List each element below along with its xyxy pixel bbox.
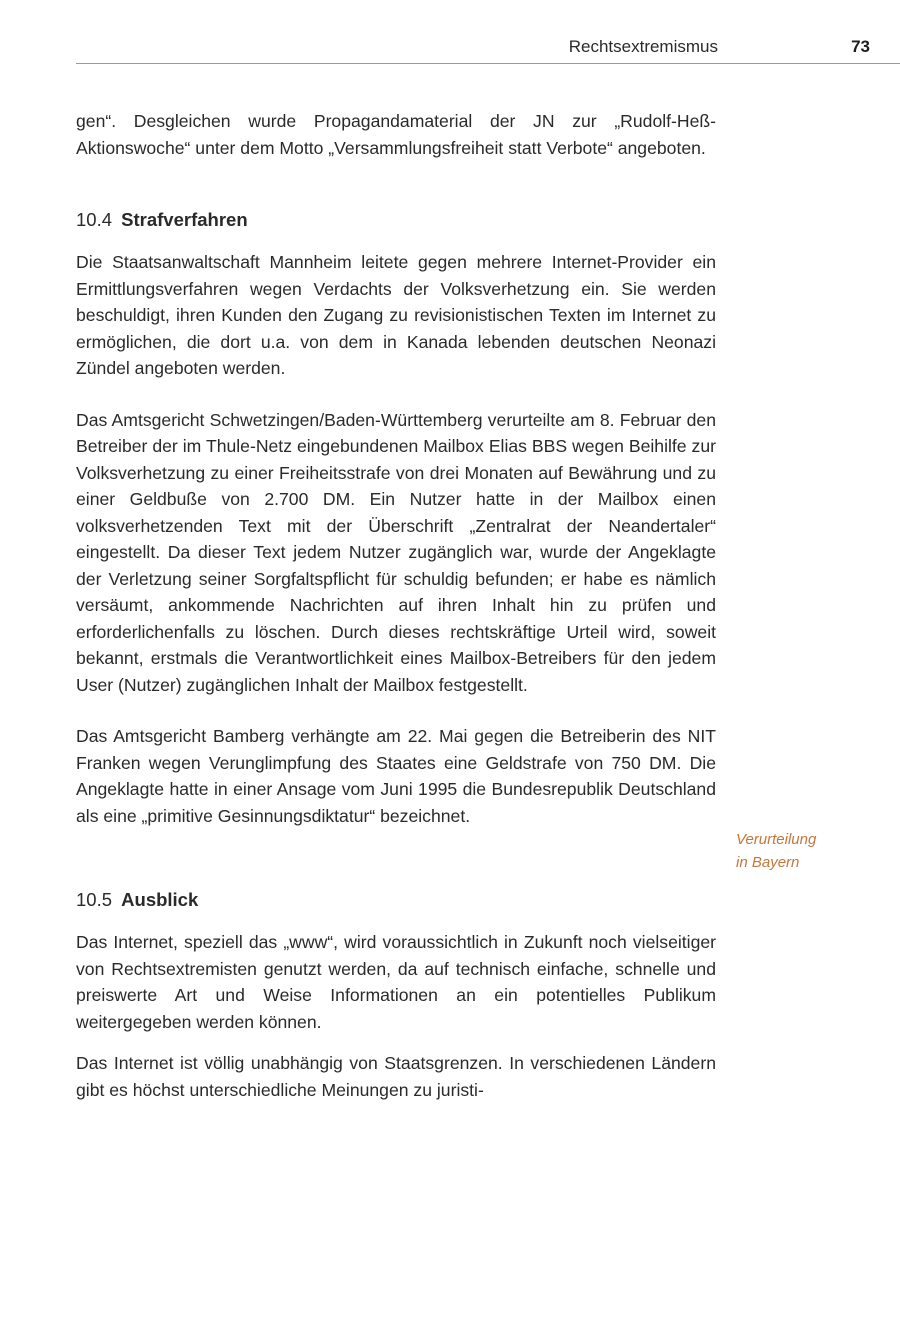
paragraph-www: Das Internet, speziell das „www“, wird voraussichtlich in Zukunft noch vielseitiger von Rechtsextremisten genutzt werden, da auf technisch einfache, schnelle und preiswerte Art und Weise Informationen an ein potentielles Publikum weitergegeben werden können. <box>76 932 716 1032</box>
marginal-note-line: in Bayern <box>736 854 800 871</box>
section-number: 10.4 <box>76 209 113 230</box>
main-text <box>76 108 716 1103</box>
marginal-note <box>736 828 886 874</box>
section-number: 10.5 <box>76 889 113 910</box>
intro-paragraph: gen“. Desgleichen wurde Propagandamaterial der JN zur „Rudolf-Heß-Aktionswoche“ unter dem Motto „Versammlungsfreiheit statt Verbote“ angeboten. <box>76 111 716 158</box>
marginal-note-line: Verurteilung <box>736 831 817 848</box>
paragraph-schwetzingen: Das Amtsgericht Schwetzingen/Baden-Württemberg verurteilte am 8. Februar den Betreiber der im Thule-Netz eingebundenen Mailbox Elias BBS wegen Beihilfe zur Volksverhetzung zu einer Freiheitsstrafe von drei Monaten auf Bewährung und zu einer Geldbuße von 2.700 DM. Ein Nutzer hatte in der Mailbox einen volksverhetzenden Text mit der Überschrift „Zentralrat der Neandertaler“ eingestellt. Da dieser Text jedem Nutzer zugänglich war, wurde der Angeklagte der Verletzung seiner Sorgfaltspflicht für schuldig befunden; er habe es nämlich versäumt, ankommende Nachrichten auf ihren Inhalt hin zu prüfen und erforderlichenfalls zu löschen. Durch dieses rechtskräftige Urteil wird, soweit bekannt, erstmals die Verantwortlichkeit eines Mailbox-Betreibers für den jedem User (Nutzer) zugänglichen Inhalt der Mailbox festgestellt. <box>76 409 716 695</box>
section-heading-strafverfahren <box>76 207 716 233</box>
page-number: 73 <box>851 37 870 56</box>
section-heading-ausblick <box>76 887 716 913</box>
running-title: Rechtsextremismus <box>568 37 718 56</box>
paragraph-mannheim: Die Staatsanwaltschaft Mannheim leitete gegen mehrere Internet-Provider ein Ermittlungsverfahren wegen Verdachts der Volksverhetzung ein. Sie werden beschuldigt, ihren Kunden den Zugang zu revisionistischen Texten im Internet zu ermöglichen, die dort u.a. von dem in Kanada lebenden deutschen Neonazi Zündel angeboten werden. <box>76 252 716 378</box>
header-rule <box>76 63 900 64</box>
paragraph-staatsgrenzen: Das Internet ist völlig unabhängig von Staatsgrenzen. In verschiedenen Ländern gibt es höchst unterschiedliche Meinungen zu juristi- <box>76 1053 716 1100</box>
page-header <box>0 0 900 70</box>
section-title: Ausblick <box>121 889 199 910</box>
paragraph-bamberg: Das Amtsgericht Bamberg verhängte am 22. Mai gegen die Betreiberin des NIT Franken wegen Verunglimpfung des Staates eine Geldstrafe von 750 DM. Die Angeklagte hatte in einer Ansage vom Juni 1995 die Bundesrepublik Deutschland als eine „primitive Gesinnungsdiktatur“ bezeichnet. <box>76 726 716 826</box>
section-title: Strafverfahren <box>121 209 248 230</box>
